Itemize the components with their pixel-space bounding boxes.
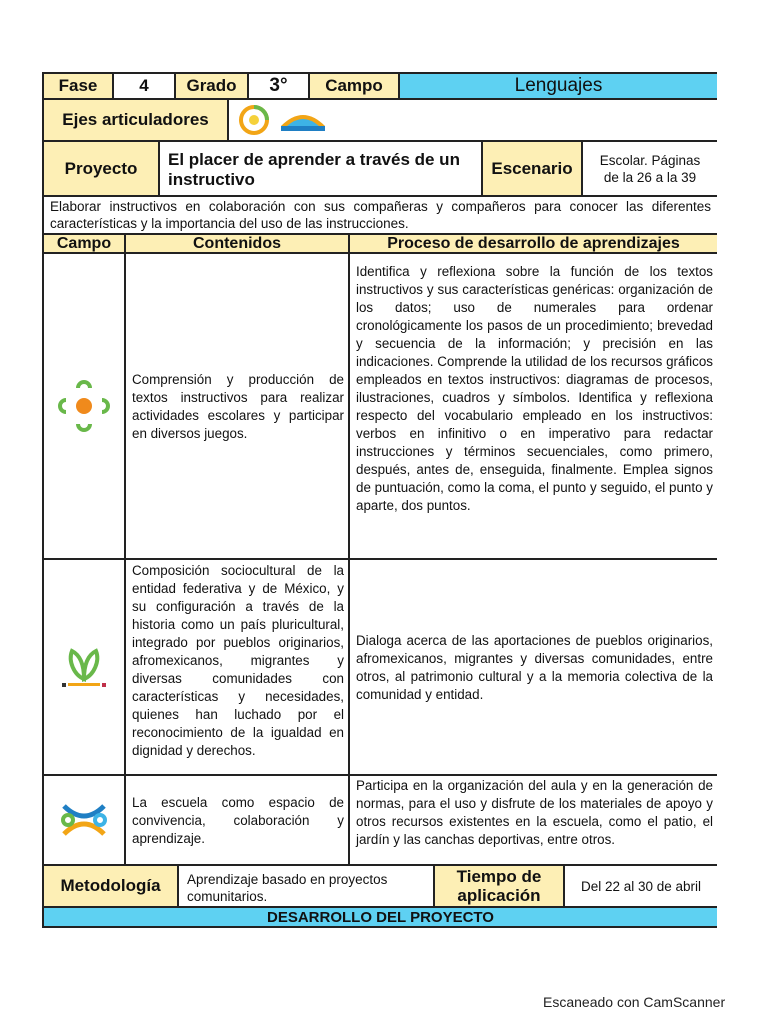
- table-row-proceso: [350, 776, 717, 866]
- table-row-icon: [44, 560, 126, 776]
- ejes-icons: [229, 100, 717, 142]
- tiempo-value: Del 22 al 30 de abril: [565, 866, 717, 908]
- proceso-text: Identifica y reflexiona sobre la función de los textos instructivos y sus características genéricas: organización de los datos; uso de numerales para ordenar cronológicamente los pasos de un procedimiento; brevedad y secuencia de la información; y precisión en las indicaciones. Comprende la utilidad de los recursos gráficos empleados en textos instructivos: diagramas de procesos, ilustraciones, cuadros y símbolos. Identifica y reflexiona respecto del vocabulario empleado en los instructivos: verbos en infinitivo o en imperativo para redactar instrucciones y términos secuenciales, como primero, después, antes de, enseguida, finalmente. Emplea signos de puntuación, como la coma, el punto y seguido, el punto y aparte, dos puntos.: [356, 264, 713, 513]
- ejes-label: Ejes articuladores: [44, 100, 229, 142]
- grado-label: Grado: [176, 74, 249, 100]
- proyecto-label: Proyecto: [44, 142, 160, 197]
- contenido-text: La escuela como espacio de convivencia, colaboración y aprendizaje.: [132, 795, 344, 846]
- fase-value: 4: [114, 74, 176, 100]
- escenario-label: Escenario: [483, 142, 583, 197]
- contenido-text: Composición sociocultural de la entidad federativa y de México, y su configuración a través de la historia como un país pluricultural, integrado por pueblos originarios, afromexicanos, migrantes y diversas comunidades con características y necesidades, quienes han luchado por el reconocimiento de la igualdad en dignidad y derechos.: [132, 563, 344, 758]
- campo-value: Lenguajes: [400, 74, 717, 100]
- scanner-watermark: Escaneado con CamScanner: [543, 994, 726, 1010]
- column-header-campo: Campo: [44, 233, 126, 254]
- objective-text: Elaborar instructivos en colaboración con sus compañeras y compañeros para conocer las diferentes características y la importancia del uso de las instrucciones.: [44, 197, 717, 235]
- etica-field-icon: [56, 639, 112, 695]
- proceso-text: Dialoga acerca de las aportaciones de pueblos originarios, afromexicanos, migrantes y diversas comunidades, entre otros, al patrimonio cultural y a la memoria colectiva de la comunidad y entidad.: [356, 633, 713, 702]
- grado-value: 3°: [249, 74, 310, 100]
- planning-sheet: [42, 72, 717, 928]
- table-row-contenido: [126, 254, 350, 560]
- column-header-contenidos: Contenidos: [126, 233, 350, 254]
- escenario-value: Escolar. Páginas de la 26 a la 39: [583, 142, 717, 197]
- tiempo-label: Tiempo de aplicación: [435, 866, 565, 908]
- table-row-proceso: [350, 560, 717, 776]
- humano-field-icon: [56, 792, 112, 848]
- fase-label: Fase: [44, 74, 114, 100]
- table-row-icon: [44, 776, 126, 866]
- table-row-proceso: [350, 254, 717, 560]
- lenguajes-field-icon: [56, 378, 112, 434]
- proyecto-title: El placer de aprender a través de un instructivo: [160, 142, 483, 197]
- contenido-text: Comprensión y producción de textos instructivos para realizar actividades escolares y participar en diversos juegos.: [132, 372, 344, 441]
- proceso-text: Participa en la organización del aula y en la generación de normas, para el uso y disfrute de los materiales de apoyo y otros recursos existentes en la escuela, como el patio, el jardín y las canchas deportivas, entre otros.: [356, 778, 713, 847]
- table-row-contenido: [126, 776, 350, 866]
- metodologia-label: Metodología: [44, 866, 179, 908]
- table-row-contenido: [126, 560, 350, 776]
- table-row-icon: [44, 254, 126, 560]
- campo-label: Campo: [310, 74, 400, 100]
- desarrollo-banner: DESARROLLO DEL PROYECTO: [44, 908, 717, 926]
- metodologia-value: Aprendizaje basado en proyectos comunitarios.: [179, 866, 435, 908]
- column-header-proceso: Proceso de desarrollo de aprendizajes: [350, 233, 717, 254]
- ejes-book-icon: [273, 100, 333, 140]
